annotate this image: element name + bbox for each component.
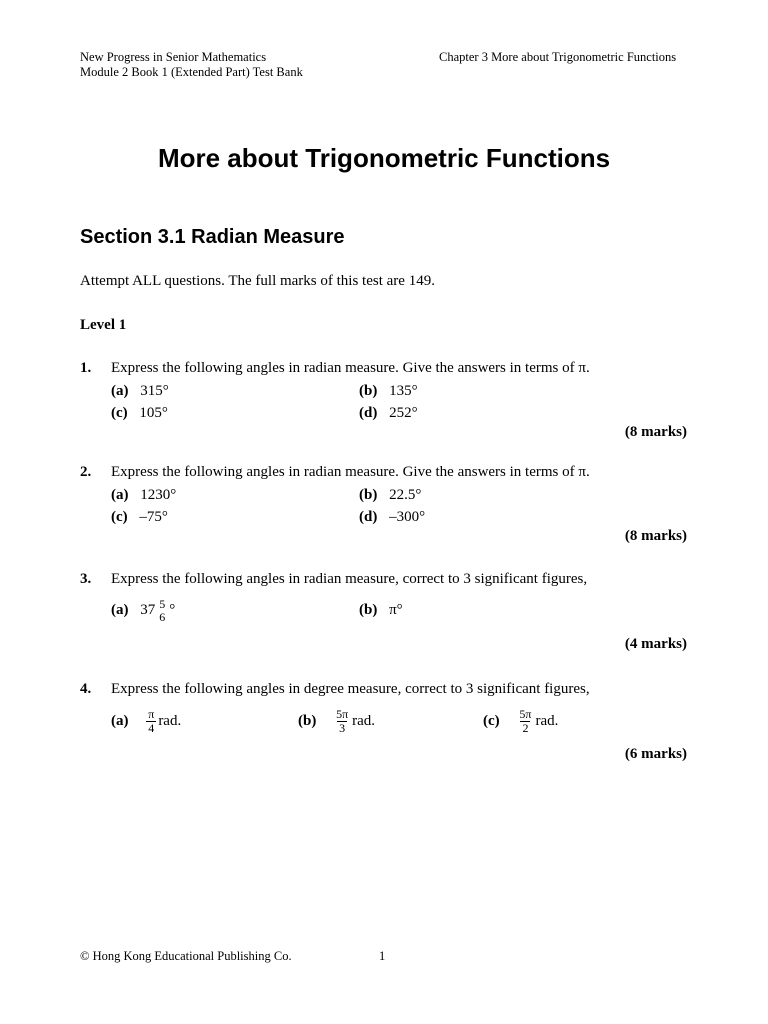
fraction bbox=[334, 708, 350, 735]
book-title: New Progress in Senior Mathematics bbox=[80, 50, 267, 64]
part-label: (b) bbox=[359, 383, 378, 399]
question-part bbox=[359, 404, 418, 422]
part-label: (a) bbox=[111, 383, 129, 399]
section-title: Section 3.1 Radian Measure bbox=[80, 226, 345, 248]
marks-label: (8 marks) bbox=[624, 424, 687, 440]
fraction bbox=[517, 708, 533, 735]
fraction bbox=[157, 598, 167, 624]
part-value: 1230° bbox=[140, 487, 177, 503]
fraction-denominator: 3 bbox=[339, 721, 346, 736]
part-label: (b) bbox=[359, 487, 378, 503]
part-value: 315° bbox=[140, 383, 169, 399]
part-whole: 37 bbox=[140, 602, 156, 618]
question-part bbox=[298, 706, 375, 736]
book-module: Module 2 Book 1 (Extended Part) Test Bank bbox=[80, 65, 303, 79]
part-label: (a) bbox=[111, 713, 129, 729]
marks-label: (4 marks) bbox=[624, 636, 687, 652]
question-part bbox=[111, 508, 168, 526]
part-value: 105° bbox=[139, 405, 168, 421]
level-heading: Level 1 bbox=[80, 317, 127, 333]
part-suffix: rad. bbox=[352, 713, 376, 729]
question-part bbox=[483, 706, 558, 736]
question-part bbox=[111, 486, 176, 504]
fraction-denominator: 2 bbox=[522, 721, 529, 736]
chapter-title: Chapter 3 More about Trigonometric Functions bbox=[439, 50, 677, 64]
test-instructions: Attempt ALL questions. The full marks of this test are 149. bbox=[80, 273, 435, 289]
part-value: 22.5° bbox=[389, 487, 422, 503]
question-part bbox=[111, 404, 168, 422]
question-text: Express the following angles in radian measure, correct to 3 significant figures, bbox=[111, 571, 588, 587]
fraction-numerator: 5 bbox=[159, 596, 166, 611]
running-header-left bbox=[80, 50, 303, 80]
part-label: (c) bbox=[111, 405, 128, 421]
question-number: 1. bbox=[80, 360, 92, 376]
part-label: (d) bbox=[359, 405, 378, 421]
fraction-numerator: 5π bbox=[336, 707, 349, 722]
part-value: π° bbox=[389, 602, 403, 618]
part-label: (a) bbox=[111, 602, 129, 618]
marks-label: (8 marks) bbox=[624, 528, 687, 544]
running-header-right bbox=[439, 50, 676, 65]
question-part bbox=[359, 601, 403, 619]
copyright-footer: © Hong Kong Educational Publishing Co. bbox=[80, 949, 292, 963]
part-label: (a) bbox=[111, 487, 129, 503]
part-suffix: rad. bbox=[158, 713, 182, 729]
part-value: 252° bbox=[389, 405, 418, 421]
page-title: More about Trigonometric Functions bbox=[157, 143, 611, 173]
part-value: –75° bbox=[139, 509, 168, 525]
page-number: 1 bbox=[379, 949, 386, 963]
part-suffix: ° bbox=[169, 602, 176, 618]
fraction-numerator: π bbox=[148, 707, 155, 722]
part-label: (b) bbox=[298, 713, 317, 729]
fraction-numerator: 5π bbox=[519, 707, 532, 722]
part-label: (c) bbox=[111, 509, 128, 525]
question-text: Express the following angles in degree measure, correct to 3 significant figures, bbox=[111, 681, 590, 697]
marks-label: (6 marks) bbox=[624, 746, 687, 762]
question-text: Express the following angles in radian measure. Give the answers in terms of π. bbox=[111, 360, 590, 376]
fraction-denominator: 6 bbox=[159, 609, 166, 624]
part-value: 135° bbox=[389, 383, 418, 399]
fraction bbox=[146, 708, 156, 735]
part-label: (c) bbox=[483, 713, 500, 729]
part-suffix: rad. bbox=[535, 713, 559, 729]
question-number: 3. bbox=[80, 571, 92, 587]
question-part bbox=[359, 486, 421, 504]
question-part bbox=[359, 382, 418, 400]
part-value: –300° bbox=[389, 509, 426, 525]
question-part bbox=[111, 382, 169, 400]
fraction-denominator: 4 bbox=[148, 721, 155, 736]
question-number: 2. bbox=[80, 464, 92, 480]
question-number: 4. bbox=[80, 681, 92, 697]
question-part bbox=[359, 508, 425, 526]
question-part bbox=[111, 706, 181, 736]
question-part bbox=[111, 595, 175, 625]
part-label: (b) bbox=[359, 602, 378, 618]
part-label: (d) bbox=[359, 509, 378, 525]
question-text: Express the following angles in radian measure. Give the answers in terms of π. bbox=[111, 464, 590, 480]
